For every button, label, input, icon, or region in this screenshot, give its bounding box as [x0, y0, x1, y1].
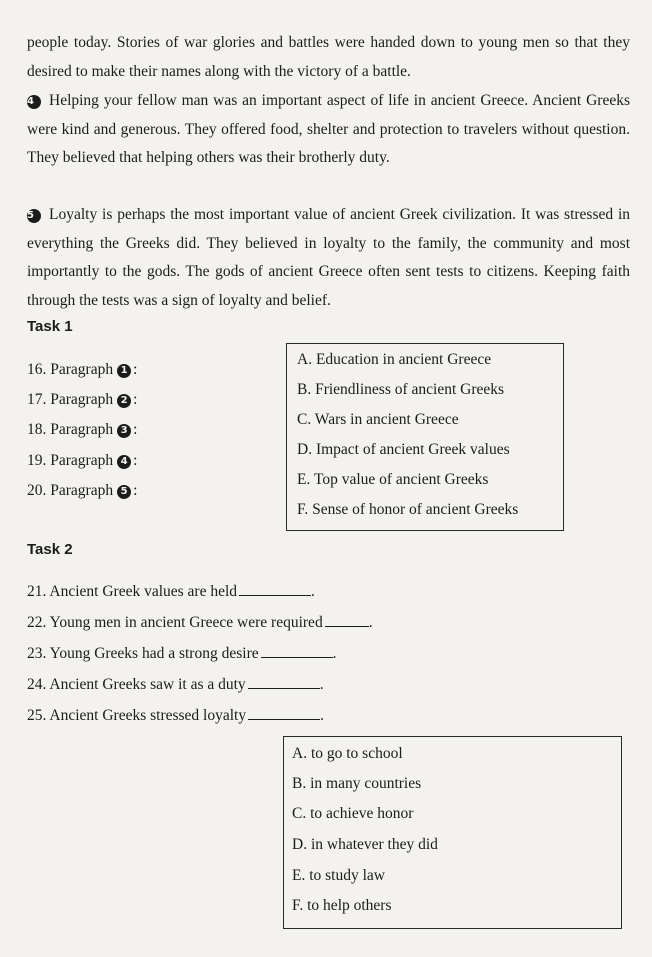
- task2-question: 23. Young Greeks had a strong desire .: [27, 645, 337, 662]
- task1-options-box: [286, 343, 564, 531]
- task1-question: 16. Paragraph 1 :: [27, 361, 138, 378]
- task-1-title: Task 1: [27, 318, 73, 335]
- task2-option: A. to go to school: [292, 745, 403, 762]
- task1-question: 17. Paragraph 2 :: [27, 391, 138, 408]
- paragraph-number-badge: 3: [117, 424, 131, 438]
- task1-option: B. Friendliness of ancient Greeks: [297, 381, 505, 398]
- paragraph-number-badge: 4: [27, 95, 41, 109]
- paragraph-number-badge: 4: [117, 455, 131, 469]
- task1-question: 18. Paragraph 3 :: [27, 421, 138, 438]
- task1-question: 20. Paragraph 5 :: [27, 482, 138, 499]
- task2-question: 25. Ancient Greeks stressed loyalty .: [27, 707, 324, 724]
- paragraph-3-tail: people today. Stories of war glories and battles were handed down to young men so that they desired to make their names along with the victory of a battle.: [27, 34, 630, 80]
- task-2-title: Task 2: [27, 541, 73, 558]
- task1-option: E. Top value of ancient Greeks: [297, 471, 489, 488]
- paragraph-number-badge: 5: [117, 485, 131, 499]
- paragraph-4: 4 Helping your fellow man was an important aspect of life in ancient Greece. Ancient Greeks were kind and generous. They offered food, shelter and protection to travelers without question. They believed that helping others was their brotherly duty.: [27, 92, 630, 166]
- task2-question: 22. Young men in ancient Greece were required .: [27, 614, 373, 631]
- task2-option: E. to study law: [292, 867, 385, 884]
- paragraph-5: 5 Loyalty is perhaps the most important value of ancient Greek civilization. It was stressed in everything the Greeks did. They believed in loyalty to the family, the community and most importantly to the gods. The gods of ancient Greece often sent tests to citizens. Keeping faith through the tests was a sign of loyalty and belief.: [27, 206, 630, 309]
- task2-option: F. to help others: [292, 897, 392, 914]
- answer-blank[interactable]: [248, 706, 320, 720]
- paragraph-number-badge: 1: [117, 364, 131, 378]
- paragraph-number-badge: 2: [117, 394, 131, 408]
- task1-option: F. Sense of honor of ancient Greeks: [297, 501, 519, 518]
- paragraph-number-badge: 5: [27, 209, 41, 223]
- task2-question: 21. Ancient Greek values are held .: [27, 583, 315, 600]
- task2-question: 24. Ancient Greeks saw it as a duty .: [27, 676, 324, 693]
- task2-option: C. to achieve honor: [292, 805, 414, 822]
- task1-option: C. Wars in ancient Greece: [297, 411, 459, 428]
- task1-option: D. Impact of ancient Greek values: [297, 441, 510, 458]
- task1-option: A. Education in ancient Greece: [297, 351, 492, 368]
- task1-question: 19. Paragraph 4 :: [27, 452, 138, 469]
- task2-options-box: [283, 736, 622, 929]
- answer-blank[interactable]: [261, 644, 333, 658]
- task2-option: D. in whatever they did: [292, 836, 438, 853]
- answer-blank[interactable]: [248, 675, 320, 689]
- answer-blank[interactable]: [239, 582, 311, 596]
- task2-option: B. in many countries: [292, 775, 422, 792]
- answer-blank[interactable]: [325, 613, 369, 627]
